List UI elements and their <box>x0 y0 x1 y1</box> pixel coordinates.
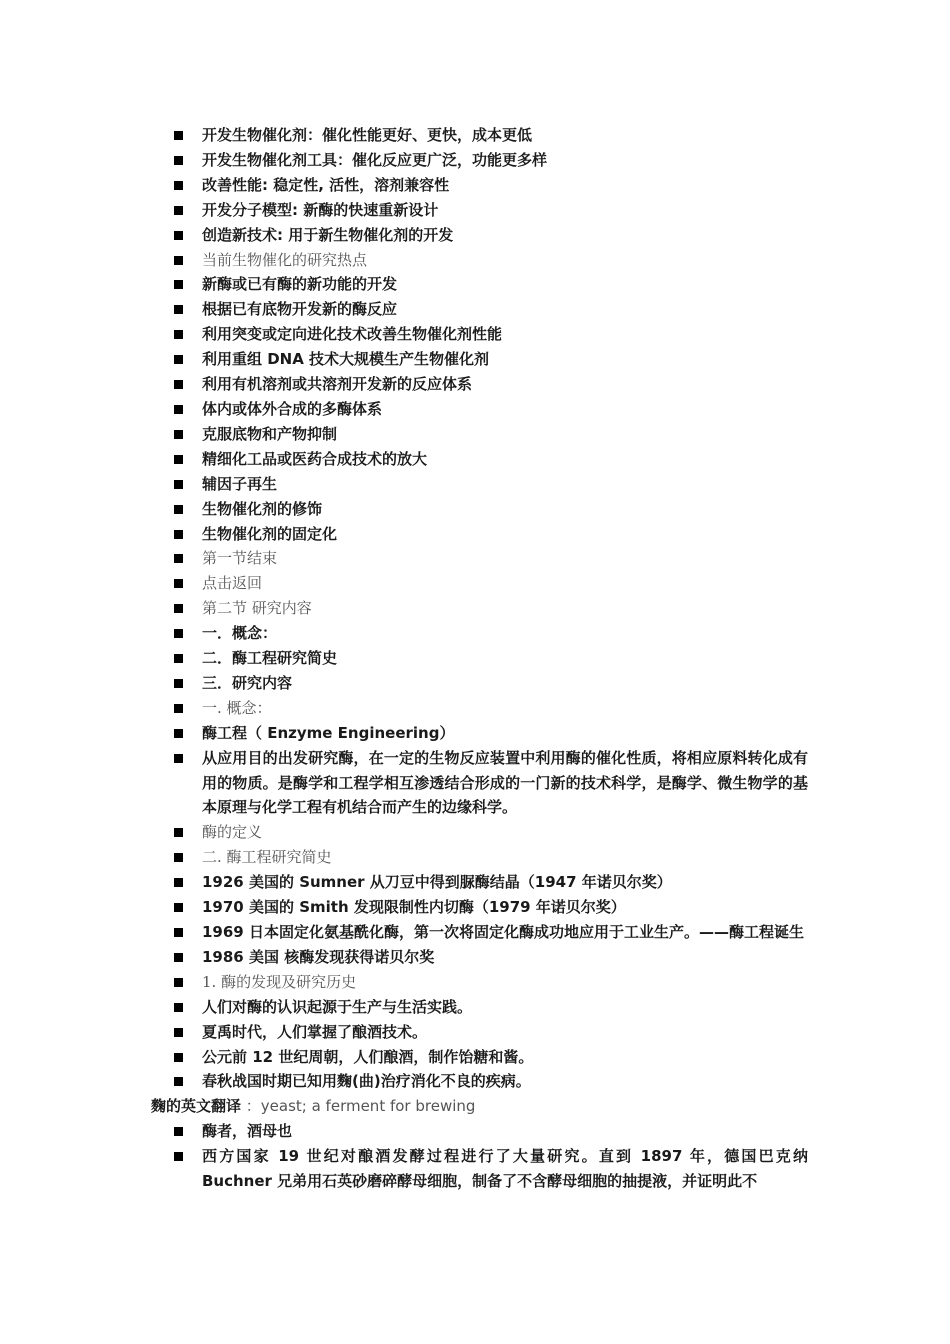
square-bullet-icon <box>174 1152 183 1161</box>
square-bullet-icon <box>174 305 183 314</box>
square-bullet-icon <box>174 256 183 265</box>
list-item <box>0 920 950 945</box>
list-item-text: 1986 美国 核酶发现获得诺贝尔奖 <box>202 947 435 966</box>
list-item-text: 酶工程（ Enzyme Engineering） <box>202 723 455 742</box>
list-item <box>0 571 950 596</box>
square-bullet-icon <box>174 978 183 987</box>
square-bullet-icon <box>174 355 183 364</box>
square-bullet-icon <box>174 181 183 190</box>
square-bullet-icon <box>174 280 183 289</box>
bullet-list-continued <box>0 1119 950 1194</box>
square-bullet-icon <box>174 1077 183 1086</box>
list-item <box>0 820 950 845</box>
list-item-text: 西方国家 19 世纪对酿酒发酵过程进行了大量研究。直到 1897 年，德国巴克纳 Buchner 兄弟用石英砂磨碎酵母细胞，制备了不含酵母细胞的抽提液，并证明此不 <box>202 1147 808 1191</box>
list-item-text: 酶的定义 <box>202 823 263 842</box>
list-item-text: 第二节 研究内容 <box>202 599 312 618</box>
list-item-text: 点击返回 <box>202 574 263 593</box>
square-bullet-icon <box>174 131 183 140</box>
square-bullet-icon <box>174 430 183 439</box>
list-item <box>0 646 950 671</box>
list-item <box>0 1119 950 1144</box>
square-bullet-icon <box>174 704 183 713</box>
list-item-text: 一. 概念： <box>202 698 272 717</box>
list-item-text: 生物催化剂的固定化 <box>202 524 338 543</box>
list-item-text: 根据已有底物开发新的酶反应 <box>202 300 398 319</box>
list-item <box>0 970 950 995</box>
list-item-text: 开发生物催化剂：催化性能更好、更快，成本更低 <box>202 126 533 144</box>
list-item <box>0 895 950 920</box>
list-item <box>0 248 950 273</box>
square-bullet-icon <box>174 604 183 613</box>
list-item <box>0 422 950 447</box>
list-item-text: 1926 美国的 Sumner 从刀豆中得到脲酶结晶（1947 年诺贝尔奖） <box>202 873 672 892</box>
list-item <box>0 322 950 347</box>
square-bullet-icon <box>174 505 183 514</box>
list-item <box>0 372 950 397</box>
list-item-text: 精细化工品或医药合成技术的放大 <box>202 449 428 468</box>
bullet-list <box>0 123 950 1094</box>
square-bullet-icon <box>174 828 183 837</box>
square-bullet-icon <box>174 654 183 663</box>
square-bullet-icon <box>174 231 183 240</box>
list-item-text: 创造新技术: 用于新生物催化剂的开发 <box>202 225 454 244</box>
square-bullet-icon <box>174 928 183 937</box>
list-item-text: 一．概念： <box>202 624 278 643</box>
translation-term: 麴的英文翻译 <box>151 1097 242 1116</box>
list-item-text: 克服底物和产物抑制 <box>202 424 338 443</box>
list-item <box>0 123 950 148</box>
list-item-text: 生物催化剂的修饰 <box>202 499 323 518</box>
document-page <box>0 123 950 1194</box>
square-bullet-icon <box>174 1003 183 1012</box>
list-item <box>0 870 950 895</box>
list-item-text: 开发分子模型: 新酶的快速重新设计 <box>202 200 439 219</box>
list-item <box>0 721 950 746</box>
square-bullet-icon <box>174 579 183 588</box>
square-bullet-icon <box>174 679 183 688</box>
square-bullet-icon <box>174 1053 183 1062</box>
square-bullet-icon <box>174 754 183 763</box>
square-bullet-icon <box>174 903 183 912</box>
square-bullet-icon <box>174 554 183 563</box>
list-item <box>0 746 950 821</box>
list-item <box>0 546 950 571</box>
square-bullet-icon <box>174 480 183 489</box>
list-item <box>0 497 950 522</box>
list-item <box>0 347 950 372</box>
square-bullet-icon <box>174 953 183 962</box>
translation-line <box>0 1094 950 1119</box>
list-item-text: 利用重组 DNA 技术大规模生产生物催化剂 <box>202 350 490 369</box>
square-bullet-icon <box>174 530 183 539</box>
list-item <box>0 596 950 621</box>
list-item-text: 二. 酶工程研究简史 <box>202 848 332 867</box>
square-bullet-icon <box>174 330 183 339</box>
list-item <box>0 1020 950 1045</box>
list-item <box>0 198 950 223</box>
square-bullet-icon <box>174 729 183 738</box>
square-bullet-icon <box>174 1127 183 1136</box>
list-item <box>0 397 950 422</box>
list-item-text: 辅因子再生 <box>202 474 278 493</box>
list-item-text: 开发生物催化剂工具：催化反应更广泛，功能更多样 <box>202 150 548 169</box>
square-bullet-icon <box>174 878 183 887</box>
list-item <box>0 297 950 322</box>
list-item <box>0 522 950 547</box>
square-bullet-icon <box>174 455 183 464</box>
list-item-text: 1969 日本固定化氨基酰化酶，第一次将固定化酶成功地应用于工业生产。——酶工程诞生 <box>202 923 804 941</box>
list-item-text: 二．酶工程研究简史 <box>202 649 338 668</box>
square-bullet-icon <box>174 156 183 165</box>
translation-text: ：yeast; a ferment for brewing <box>241 1097 476 1116</box>
square-bullet-icon <box>174 206 183 215</box>
list-item-text: 人们对酶的认识起源于生产与生活实践。 <box>202 997 473 1016</box>
list-item <box>0 845 950 870</box>
list-item <box>0 1045 950 1070</box>
list-item <box>0 173 950 198</box>
list-item-text: 从应用目的出发研究酶，在一定的生物反应装置中利用酶的催化性质，将相应原料转化成有用的物质。是酶学和工程学相互渗透结合形成的一门新的技术科学，是酶学、微生物学的基本原理与化学工程有机结合而产生的边缘科学。 <box>202 748 808 817</box>
list-item-text: 夏禹时代，人们掌握了酿酒技术。 <box>202 1022 428 1041</box>
list-item-text: 公元前 12 世纪周朝，人们酿酒，制作饴糖和酱。 <box>202 1047 534 1066</box>
list-item <box>0 223 950 248</box>
list-item-text: 第一节结束 <box>202 549 278 568</box>
square-bullet-icon <box>174 1028 183 1037</box>
list-item <box>0 148 950 173</box>
list-item <box>0 621 950 646</box>
list-item <box>0 945 950 970</box>
list-item <box>0 447 950 472</box>
list-item-text: 利用有机溶剂或共溶剂开发新的反应体系 <box>202 375 473 394</box>
list-item <box>0 1144 950 1194</box>
list-item <box>0 696 950 721</box>
list-item-text: 1970 美国的 Smith 发现限制性内切酶（1979 年诺贝尔奖） <box>202 898 626 917</box>
list-item <box>0 272 950 297</box>
list-item-text: 三．研究内容 <box>202 673 293 692</box>
square-bullet-icon <box>174 853 183 862</box>
list-item-text: 新酶或已有酶的新功能的开发 <box>202 275 398 294</box>
square-bullet-icon <box>174 405 183 414</box>
list-item-text: 体内或体外合成的多酶体系 <box>202 399 383 418</box>
list-item <box>0 1069 950 1094</box>
list-item-text: 酶者，酒母也 <box>202 1122 293 1141</box>
list-item-text: 改善性能: 稳定性, 活性，溶剂兼容性 <box>202 175 450 194</box>
list-item <box>0 671 950 696</box>
list-item <box>0 995 950 1020</box>
square-bullet-icon <box>174 629 183 638</box>
list-item-text: 利用突变或定向进化技术改善生物催化剂性能 <box>202 325 503 344</box>
list-item-text: 春秋战国时期已知用麴(曲)治疗消化不良的疾病。 <box>202 1072 531 1091</box>
square-bullet-icon <box>174 380 183 389</box>
list-item-text: 当前生物催化的研究热点 <box>202 250 368 269</box>
list-item-text: 1. 酶的发现及研究历史 <box>202 972 357 991</box>
list-item <box>0 472 950 497</box>
